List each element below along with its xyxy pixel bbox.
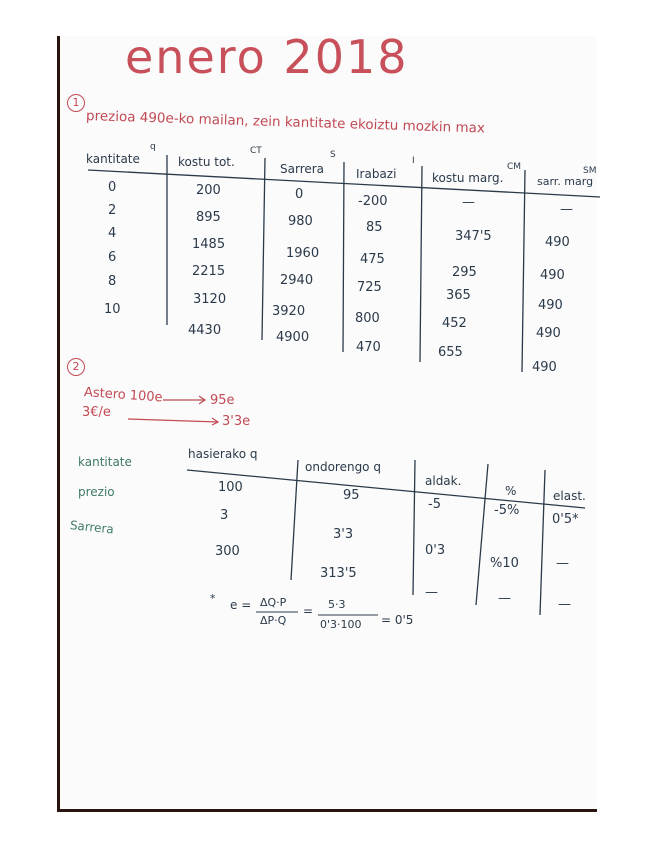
header-sarrera: Sarrera [280, 162, 325, 176]
price-note: 3€/e [82, 405, 111, 420]
cell-kostu-tot: 3120 [193, 292, 227, 307]
row-label-sarrera: Sarrera [69, 518, 115, 537]
cell-sarr-marg: — [560, 202, 573, 217]
cell-kantitate: 10 [104, 302, 121, 317]
cell-kostu-tot: 200 [196, 183, 221, 198]
page-title: enero 2018 [125, 30, 409, 84]
header-irabazi-symbol: I [412, 156, 415, 166]
formula-star: * [210, 592, 216, 605]
price-after: 3'3e [222, 414, 251, 429]
header-irabazi: Irabazi [356, 167, 397, 181]
header-hasierako: hasierako q [188, 447, 258, 461]
header-sarr-marg: sarr. marg [537, 175, 594, 188]
cell-irabazi: -200 [358, 194, 388, 209]
formula-result: = 0'5 [381, 613, 414, 627]
cell-hasierako: 3 [220, 508, 229, 523]
header-ondorengo: ondorengo q [305, 460, 381, 474]
cell-sarrera: 1960 [286, 246, 320, 261]
question-text: prezioa 490e-ko mailan, zein kantitate ekoiztu mozkin max [85, 108, 486, 137]
formula-equals: = [303, 604, 314, 618]
cell-kantitate: 4 [108, 226, 117, 241]
cell-kostu-marg: 655 [438, 345, 463, 360]
cell-kantitate: 6 [108, 250, 117, 265]
cell-irabazi: 800 [355, 311, 380, 326]
cell-aldak: -5 [428, 497, 441, 512]
header-elast: elast. [553, 489, 586, 503]
cell-irabazi: 725 [357, 280, 382, 295]
cell-kostu-marg: 347'5 [455, 229, 492, 244]
cell-sarrera: 980 [288, 214, 313, 229]
cell-kostu-marg: 365 [446, 288, 471, 303]
cell-kostu-tot: 4430 [188, 323, 222, 338]
cell-irabazi: 475 [360, 252, 385, 267]
cell-kantitate: 8 [108, 274, 117, 289]
cell-percent: — [498, 591, 511, 606]
section-number-2: 2 [67, 358, 85, 376]
header-kostu-tot-symbol: CT [250, 146, 262, 156]
cell-elast: — [556, 556, 569, 571]
cell-sarrera: 3920 [272, 304, 306, 319]
cell-kantitate: 0 [108, 180, 117, 195]
cell-kostu-tot: 1485 [192, 237, 226, 252]
cell-sarr-marg: 490 [538, 298, 563, 313]
cell-sarr-marg: 490 [536, 326, 561, 341]
cell-hasierako: 300 [215, 544, 240, 559]
cell-kostu-marg: — [462, 195, 475, 210]
formula-denominator-1: ΔP·Q [260, 614, 287, 627]
cell-elast: — [558, 597, 571, 612]
row-label-prezio: prezio [78, 485, 115, 499]
header-percent: % [505, 484, 517, 498]
cell-sarr-marg: 490 [540, 268, 565, 283]
cell-aldak: 0'3 [425, 543, 446, 558]
cell-irabazi: 470 [356, 340, 381, 355]
cell-kostu-marg: 452 [442, 316, 467, 331]
cell-kantitate: 2 [108, 203, 117, 218]
cell-sarrera: 0 [295, 187, 304, 202]
cell-kostu-tot: 2215 [192, 264, 226, 279]
formula-numerator-2: 5·3 [328, 598, 346, 611]
row-label-kantitate: kantitate [78, 455, 132, 469]
cell-hasierako: 100 [218, 480, 243, 495]
cell-sarr-marg: 490 [545, 235, 570, 250]
weekly-quantity-note: Astero 100e [83, 385, 164, 406]
header-aldak: aldak. [425, 474, 462, 488]
cell-aldak: — [425, 585, 438, 600]
formula-lhs: e = [230, 598, 252, 612]
cell-elast: 0'5* [552, 512, 579, 527]
header-kostu-tot: kostu tot. [178, 155, 235, 169]
header-kantitate: kantitate [86, 152, 140, 166]
cell-percent: -5% [494, 503, 520, 518]
header-sarr-marg-symbol: SM [583, 166, 597, 176]
header-kostu-marg: kostu marg. [432, 171, 504, 185]
header-sarrera-symbol: S [330, 150, 336, 160]
cell-irabazi: 85 [366, 220, 383, 235]
cell-percent: %10 [490, 556, 519, 571]
formula-numerator-1: ΔQ·P [260, 596, 287, 609]
header-kantitate-symbol: q [150, 142, 156, 152]
cell-ondorengo: 313'5 [320, 566, 357, 581]
cell-kostu-marg: 295 [452, 265, 477, 280]
header-kostu-marg-symbol: CM [507, 162, 522, 172]
cell-ondorengo: 3'3 [333, 527, 354, 542]
cell-sarrera: 4900 [276, 330, 310, 345]
cell-sarr-marg: 490 [532, 360, 557, 375]
cell-sarrera: 2940 [280, 273, 314, 288]
cell-ondorengo: 95 [343, 488, 360, 503]
weekly-quantity-after: 95e [210, 393, 235, 408]
cell-kostu-tot: 895 [196, 210, 221, 225]
formula-denominator-2: 0'3·100 [320, 618, 362, 631]
section-number-1: 1 [67, 94, 85, 112]
